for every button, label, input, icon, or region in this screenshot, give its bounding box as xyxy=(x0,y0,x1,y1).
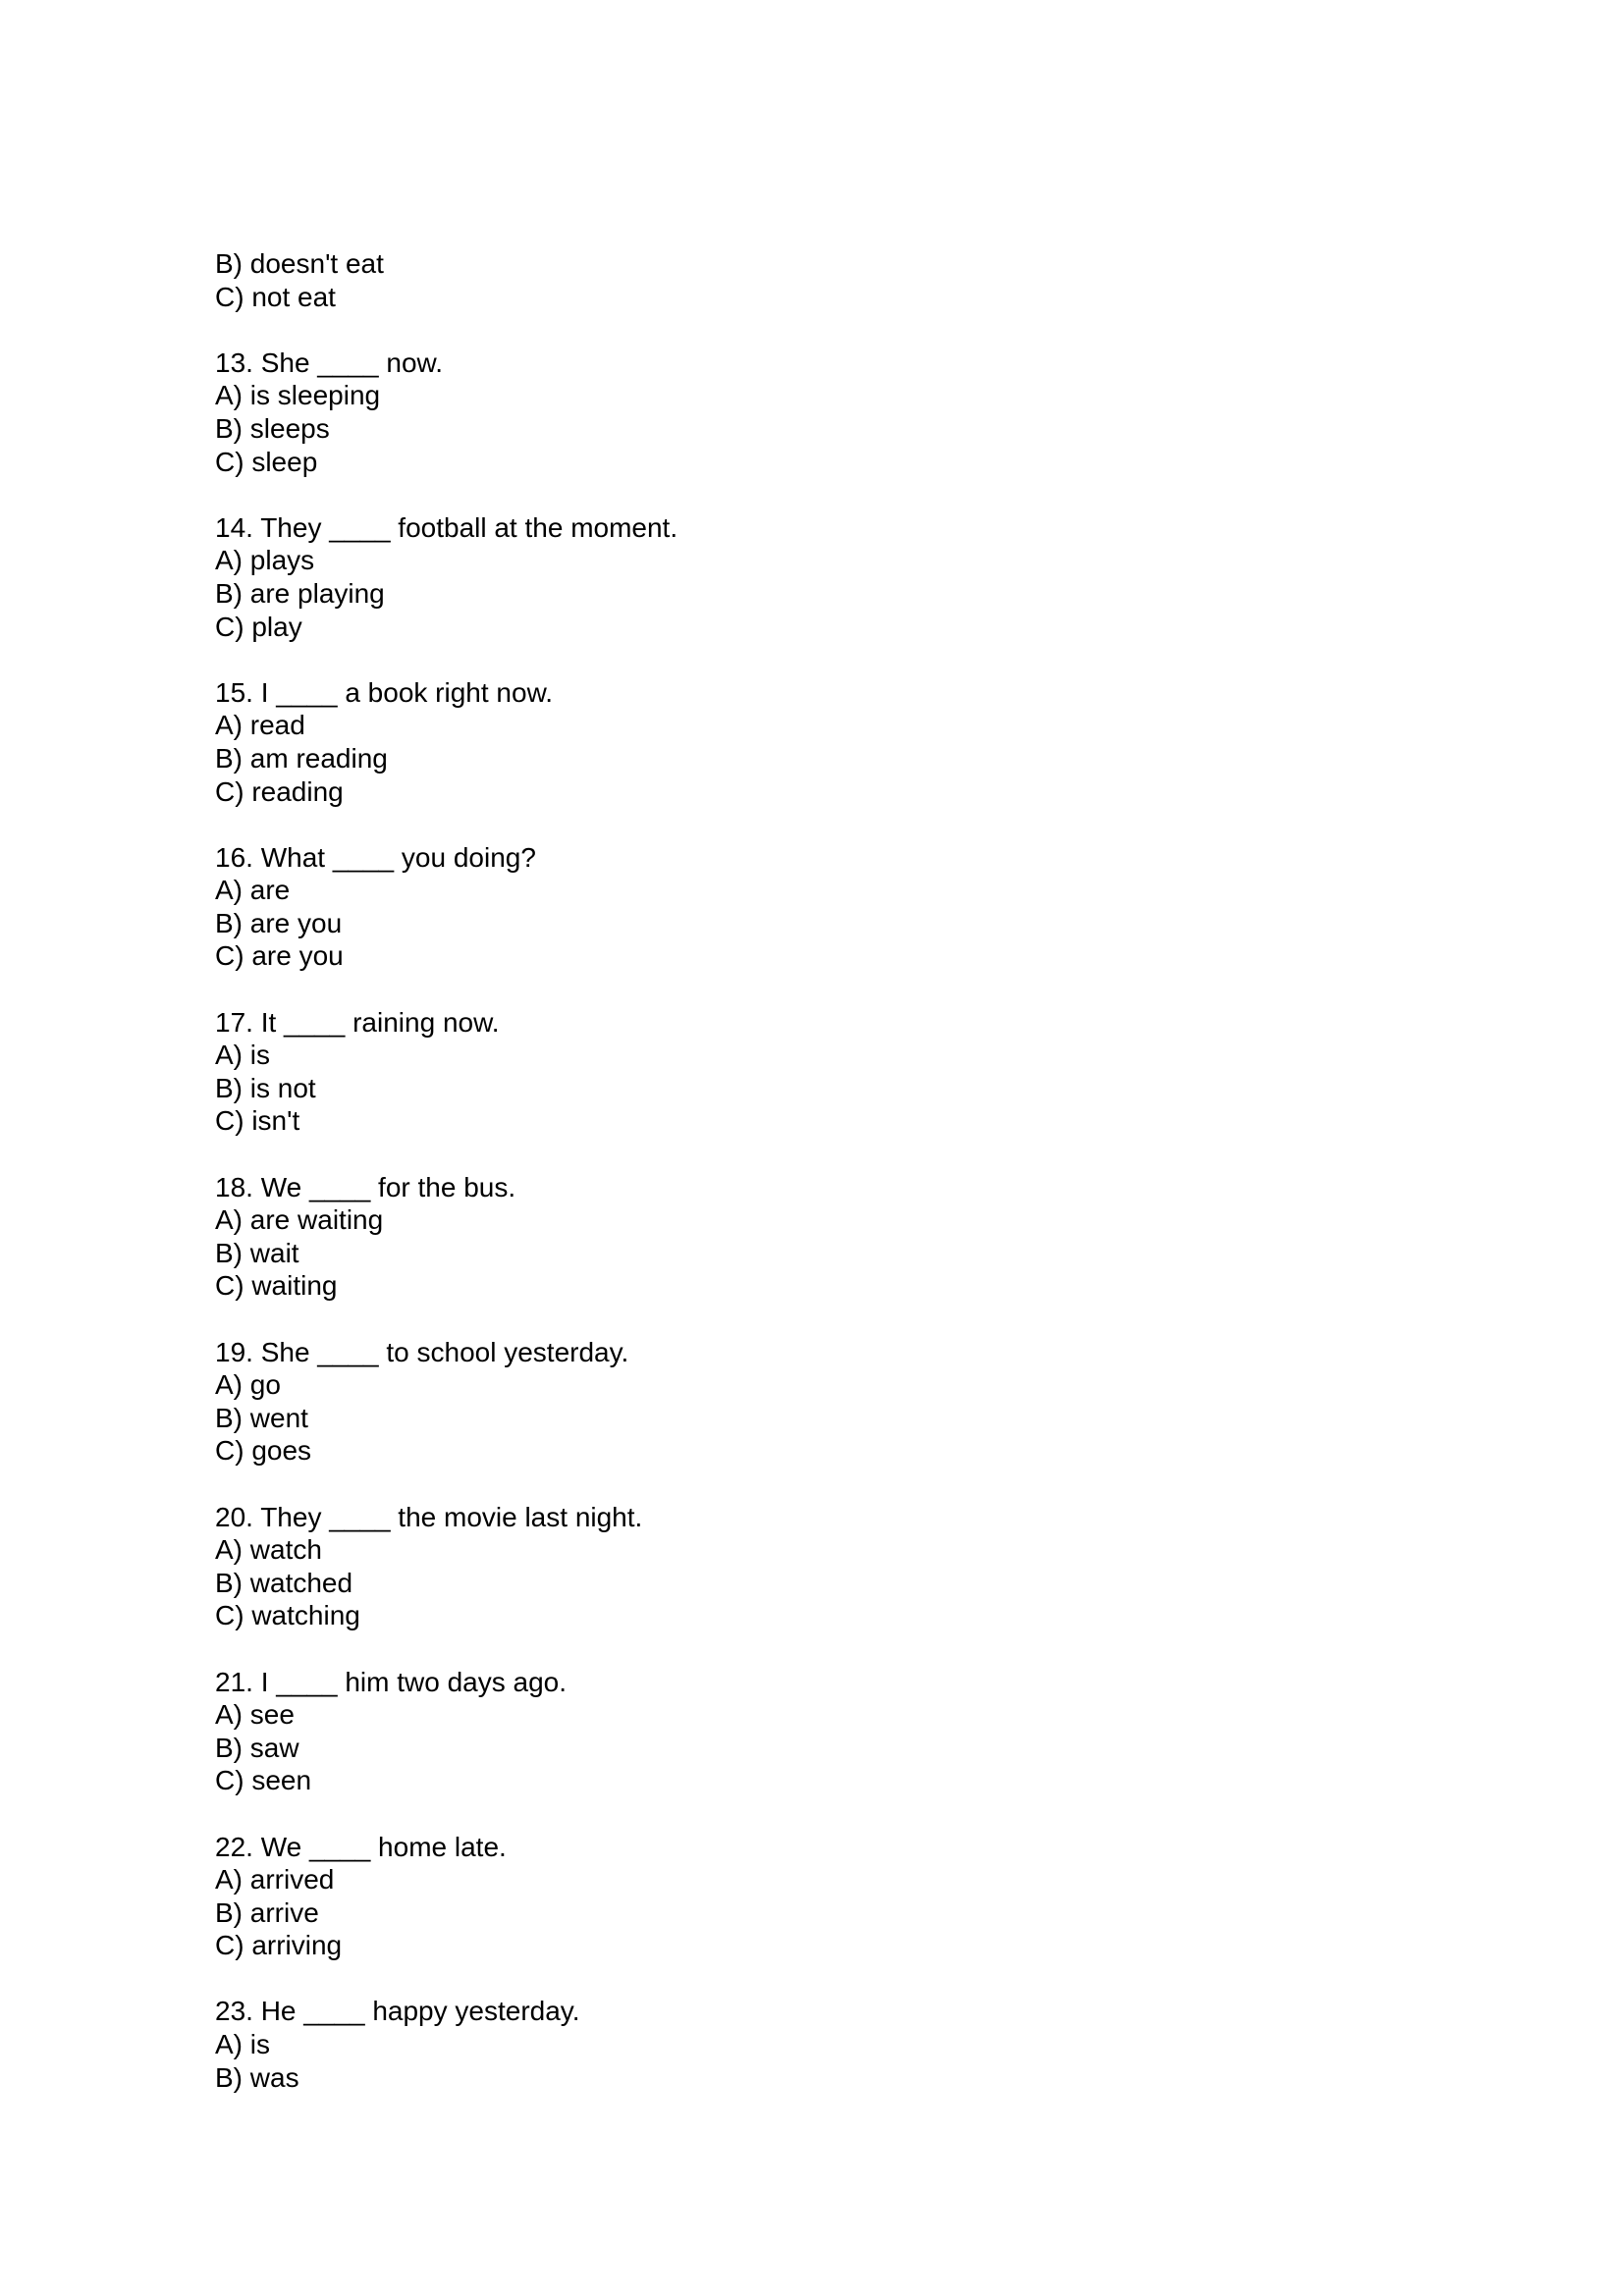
question-block xyxy=(215,511,1393,643)
answer-option: C) waiting xyxy=(215,1270,338,1302)
question-text: 21. I ____ him two days ago. xyxy=(215,1666,567,1697)
answer-option: A) are xyxy=(215,875,291,906)
question-text: 14. They ____ football at the moment. xyxy=(215,511,678,543)
answer-option: C) goes xyxy=(215,1435,312,1467)
answer-option: C) play xyxy=(215,611,302,642)
answer-option: C) are you xyxy=(215,940,344,972)
question-block xyxy=(215,1666,1393,1797)
answer-option: B) is not xyxy=(215,1072,316,1103)
answer-option: B) sleeps xyxy=(215,412,330,444)
answer-option: B) saw xyxy=(215,1732,299,1763)
answer-option: A) go xyxy=(215,1369,281,1401)
answer-option: B) are playing xyxy=(215,577,385,609)
answer-option: A) is xyxy=(215,2029,270,2060)
answer-option: C) not eat xyxy=(215,281,336,312)
answer-option: B) are you xyxy=(215,907,343,938)
continued-question xyxy=(215,247,1393,313)
answer-option: C) arriving xyxy=(215,1930,343,1961)
answer-option: C) isn't xyxy=(215,1105,300,1137)
answer-option: B) arrive xyxy=(215,1896,319,1928)
answer-option: C) seen xyxy=(215,1765,312,1796)
question-text: 16. What ____ you doing? xyxy=(215,841,536,873)
question-block xyxy=(215,1006,1393,1138)
question-block xyxy=(215,347,1393,478)
question-block xyxy=(215,841,1393,973)
question-block xyxy=(215,1171,1393,1303)
answer-option: A) is sleeping xyxy=(215,380,381,411)
answer-option: A) are waiting xyxy=(215,1204,384,1236)
answer-option: C) watching xyxy=(215,1600,360,1631)
question-block xyxy=(215,1336,1393,1468)
question-text: 19. She ____ to school yesterday. xyxy=(215,1336,629,1367)
answer-option: B) was xyxy=(215,2061,299,2093)
question-text: 20. They ____ the movie last night. xyxy=(215,1501,643,1532)
question-text: 23. He ____ happy yesterday. xyxy=(215,1996,580,2027)
question-block xyxy=(215,676,1393,808)
answer-option: A) is xyxy=(215,1040,270,1071)
answer-option: B) went xyxy=(215,1402,308,1433)
question-text: 13. She ____ now. xyxy=(215,347,443,378)
answer-option: B) watched xyxy=(215,1567,353,1598)
answer-option: C) sleep xyxy=(215,446,318,477)
question-text: 18. We ____ for the bus. xyxy=(215,1171,516,1202)
answer-option: C) reading xyxy=(215,775,344,807)
quiz-content xyxy=(215,247,1393,2094)
question-block xyxy=(215,1501,1393,1632)
answer-option: A) arrived xyxy=(215,1864,335,1896)
answer-option: A) see xyxy=(215,1699,295,1731)
answer-option: A) plays xyxy=(215,545,315,576)
answer-option: B) am reading xyxy=(215,742,388,774)
answer-option: A) read xyxy=(215,710,305,741)
question-block xyxy=(215,1995,1393,2094)
question-text: 15. I ____ a book right now. xyxy=(215,676,554,708)
question-block xyxy=(215,1831,1393,1962)
answer-option: A) watch xyxy=(215,1534,322,1566)
question-text: 17. It ____ raining now. xyxy=(215,1006,500,1038)
answer-option: B) wait xyxy=(215,1237,299,1268)
question-text: 22. We ____ home late. xyxy=(215,1831,507,1862)
answer-option: B) doesn't eat xyxy=(215,248,384,279)
